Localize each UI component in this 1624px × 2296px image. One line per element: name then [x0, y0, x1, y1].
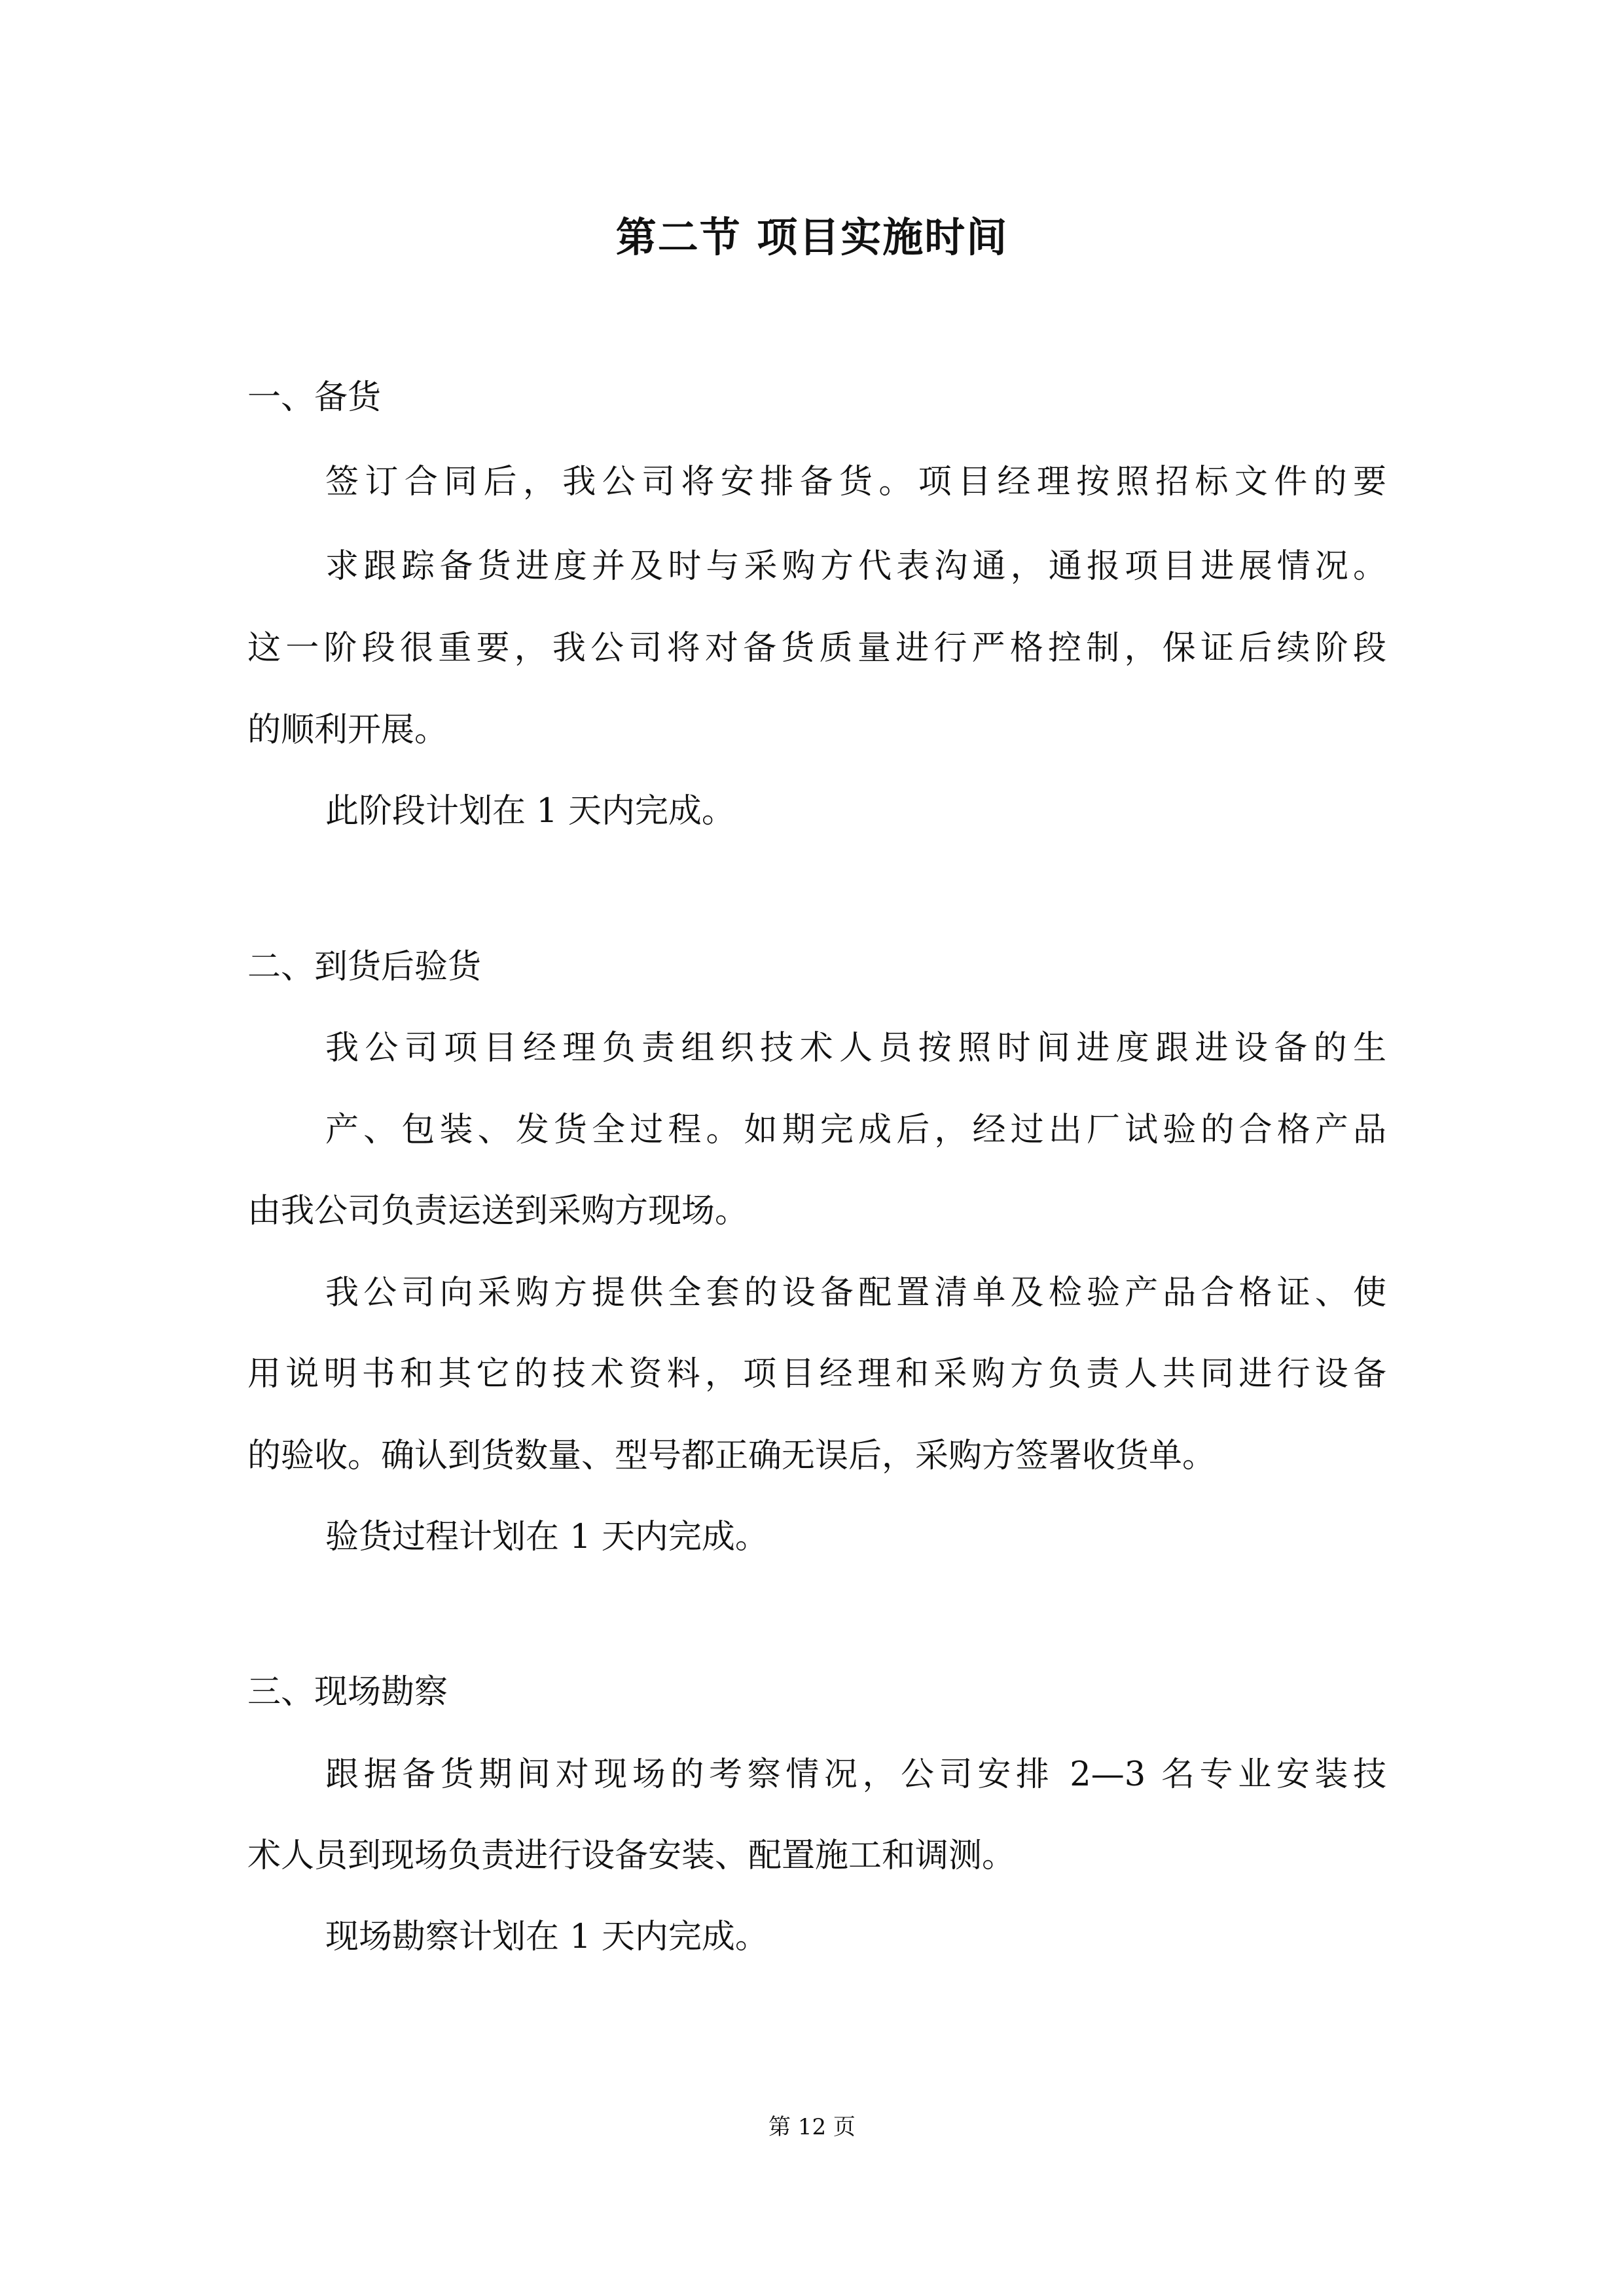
paragraph-line: 我公司向采购方提供全套的设备配置清单及检验产品合格证、使 [325, 1274, 1386, 1312]
paragraph-line: 求跟踪备货进度并及时与采购方代表沟通，通报项目进展情况。 [325, 547, 1386, 586]
paragraph-line: 这一阶段很重要，我公司将对备货质量进行严格控制，保证后续阶段 [247, 629, 1386, 668]
paragraph-line: 的验收。确认到货数量、型号都正确无误后，采购方签署收货单。 [247, 1437, 1216, 1475]
paragraph-line: 签订合同后，我公司将安排备货。项目经理按照招标文件的要 [325, 463, 1386, 501]
paragraph-line: 产、包装、发货全过程。如期完成后，经过出厂试验的合格产品 [325, 1111, 1386, 1149]
paragraph-line: 跟据备货期间对现场的考察情况，公司安排 2—3 名专业安装技 [325, 1755, 1386, 1794]
page-title: 第二节 项目实施时间 [615, 213, 1009, 261]
section-heading-inspection: 二、到货后验货 [247, 948, 482, 986]
paragraph-line: 由我公司负责运送到采购方现场。 [247, 1192, 749, 1230]
section-heading-site-survey: 三、现场勘察 [247, 1673, 448, 1712]
paragraph-line: 我公司项目经理负责组织技术人员按照时间进度跟进设备的生 [325, 1029, 1386, 1067]
paragraph-line: 术人员到现场负责进行设备安装、配置施工和调测。 [247, 1837, 1016, 1875]
paragraph-line: 的顺利开展。 [247, 711, 448, 749]
section-heading-stocking: 一、备货 [247, 378, 382, 417]
paragraph-line: 验货过程计划在 1 天内完成。 [325, 1518, 768, 1556]
paragraph-line: 此阶段计划在 1 天内完成。 [325, 792, 735, 831]
paragraph-line: 用说明书和其它的技术资料，项目经理和采购方负责人共同进行设备 [247, 1355, 1386, 1393]
page-number: 第 12 页 [768, 2114, 856, 2140]
paragraph-line: 现场勘察计划在 1 天内完成。 [325, 1918, 768, 1956]
